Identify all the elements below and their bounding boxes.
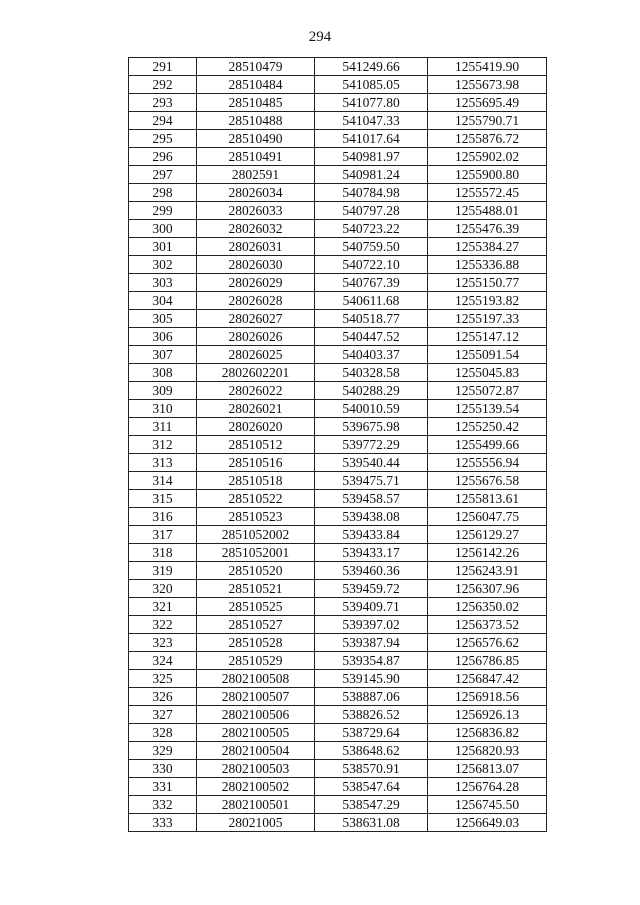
x-coordinate-cell: 539438.08 [315, 508, 428, 526]
x-coordinate-cell: 539433.84 [315, 526, 428, 544]
x-coordinate-cell: 540403.37 [315, 346, 428, 364]
point-id-cell: 2802100502 [197, 778, 315, 796]
row-index-cell: 314 [129, 472, 197, 490]
point-id-cell: 28026026 [197, 328, 315, 346]
x-coordinate-cell: 538547.29 [315, 796, 428, 814]
point-id-cell: 28026034 [197, 184, 315, 202]
x-coordinate-cell: 538826.52 [315, 706, 428, 724]
row-index-cell: 330 [129, 760, 197, 778]
point-id-cell: 2802602201 [197, 364, 315, 382]
table-row [129, 310, 547, 328]
row-index-cell: 329 [129, 742, 197, 760]
row-index-cell: 301 [129, 238, 197, 256]
y-coordinate-cell: 1256350.02 [428, 598, 547, 616]
row-index-cell: 319 [129, 562, 197, 580]
y-coordinate-cell: 1255419.90 [428, 58, 547, 76]
y-coordinate-cell: 1255790.71 [428, 112, 547, 130]
x-coordinate-cell: 539458.57 [315, 490, 428, 508]
x-coordinate-cell: 540784.98 [315, 184, 428, 202]
point-id-cell: 28510485 [197, 94, 315, 112]
y-coordinate-cell: 1255197.33 [428, 310, 547, 328]
y-coordinate-cell: 1255572.45 [428, 184, 547, 202]
point-id-cell: 28510516 [197, 454, 315, 472]
row-index-cell: 295 [129, 130, 197, 148]
x-coordinate-cell: 538887.06 [315, 688, 428, 706]
y-coordinate-cell: 1256307.96 [428, 580, 547, 598]
table-row [129, 724, 547, 742]
y-coordinate-cell: 1256373.52 [428, 616, 547, 634]
y-coordinate-cell: 1255091.54 [428, 346, 547, 364]
table-row [129, 652, 547, 670]
row-index-cell: 312 [129, 436, 197, 454]
point-id-cell: 28510522 [197, 490, 315, 508]
table-row [129, 256, 547, 274]
y-coordinate-cell: 1256243.91 [428, 562, 547, 580]
row-index-cell: 303 [129, 274, 197, 292]
point-id-cell: 28021005 [197, 814, 315, 832]
x-coordinate-cell: 540722.10 [315, 256, 428, 274]
y-coordinate-cell: 1256813.07 [428, 760, 547, 778]
y-coordinate-cell: 1255488.01 [428, 202, 547, 220]
table-row [129, 670, 547, 688]
table-row [129, 238, 547, 256]
point-id-cell: 28026020 [197, 418, 315, 436]
row-index-cell: 304 [129, 292, 197, 310]
coordinates-table [128, 57, 547, 832]
x-coordinate-cell: 538631.08 [315, 814, 428, 832]
table-row [129, 274, 547, 292]
x-coordinate-cell: 540611.68 [315, 292, 428, 310]
y-coordinate-cell: 1256918.56 [428, 688, 547, 706]
table-row [129, 454, 547, 472]
table-row [129, 634, 547, 652]
table-row [129, 688, 547, 706]
y-coordinate-cell: 1256926.13 [428, 706, 547, 724]
x-coordinate-cell: 539397.02 [315, 616, 428, 634]
row-index-cell: 321 [129, 598, 197, 616]
x-coordinate-cell: 541249.66 [315, 58, 428, 76]
table-row [129, 778, 547, 796]
x-coordinate-cell: 539460.36 [315, 562, 428, 580]
x-coordinate-cell: 540981.97 [315, 148, 428, 166]
table-row [129, 706, 547, 724]
x-coordinate-cell: 541017.64 [315, 130, 428, 148]
row-index-cell: 302 [129, 256, 197, 274]
y-coordinate-cell: 1256764.28 [428, 778, 547, 796]
table-row [129, 616, 547, 634]
row-index-cell: 315 [129, 490, 197, 508]
table-row [129, 382, 547, 400]
page-number: 294 [308, 29, 332, 45]
x-coordinate-cell: 538547.64 [315, 778, 428, 796]
table-row [129, 472, 547, 490]
x-coordinate-cell: 539354.87 [315, 652, 428, 670]
point-id-cell: 28510523 [197, 508, 315, 526]
y-coordinate-cell: 1255072.87 [428, 382, 547, 400]
point-id-cell: 28510518 [197, 472, 315, 490]
y-coordinate-cell: 1255250.42 [428, 418, 547, 436]
row-index-cell: 323 [129, 634, 197, 652]
x-coordinate-cell: 540797.28 [315, 202, 428, 220]
x-coordinate-cell: 540723.22 [315, 220, 428, 238]
point-id-cell: 2802100501 [197, 796, 315, 814]
row-index-cell: 309 [129, 382, 197, 400]
x-coordinate-cell: 538570.91 [315, 760, 428, 778]
table-row [129, 400, 547, 418]
y-coordinate-cell: 1256649.03 [428, 814, 547, 832]
table-row [129, 526, 547, 544]
row-index-cell: 322 [129, 616, 197, 634]
point-id-cell: 28026030 [197, 256, 315, 274]
table-row [129, 544, 547, 562]
row-index-cell: 307 [129, 346, 197, 364]
table-row [129, 814, 547, 832]
y-coordinate-cell: 1256576.62 [428, 634, 547, 652]
coordinates-table-body [129, 58, 547, 832]
x-coordinate-cell: 540767.39 [315, 274, 428, 292]
row-index-cell: 333 [129, 814, 197, 832]
row-index-cell: 331 [129, 778, 197, 796]
point-id-cell: 2802100505 [197, 724, 315, 742]
y-coordinate-cell: 1255476.39 [428, 220, 547, 238]
x-coordinate-cell: 540759.50 [315, 238, 428, 256]
point-id-cell: 2802100506 [197, 706, 315, 724]
x-coordinate-cell: 539387.94 [315, 634, 428, 652]
point-id-cell: 2851052001 [197, 544, 315, 562]
row-index-cell: 291 [129, 58, 197, 76]
row-index-cell: 311 [129, 418, 197, 436]
x-coordinate-cell: 540328.58 [315, 364, 428, 382]
row-index-cell: 299 [129, 202, 197, 220]
y-coordinate-cell: 1255336.88 [428, 256, 547, 274]
y-coordinate-cell: 1255813.61 [428, 490, 547, 508]
row-index-cell: 298 [129, 184, 197, 202]
y-coordinate-cell: 1255695.49 [428, 94, 547, 112]
x-coordinate-cell: 539409.71 [315, 598, 428, 616]
row-index-cell: 294 [129, 112, 197, 130]
row-index-cell: 332 [129, 796, 197, 814]
table-row [129, 562, 547, 580]
point-id-cell: 28510521 [197, 580, 315, 598]
point-id-cell: 28026021 [197, 400, 315, 418]
x-coordinate-cell: 540518.77 [315, 310, 428, 328]
y-coordinate-cell: 1256836.82 [428, 724, 547, 742]
row-index-cell: 296 [129, 148, 197, 166]
x-coordinate-cell: 539145.90 [315, 670, 428, 688]
x-coordinate-cell: 541085.05 [315, 76, 428, 94]
point-id-cell: 28510525 [197, 598, 315, 616]
point-id-cell: 2802100507 [197, 688, 315, 706]
point-id-cell: 2851052002 [197, 526, 315, 544]
y-coordinate-cell: 1256820.93 [428, 742, 547, 760]
point-id-cell: 28510484 [197, 76, 315, 94]
y-coordinate-cell: 1255902.02 [428, 148, 547, 166]
table-row [129, 184, 547, 202]
x-coordinate-cell: 540288.29 [315, 382, 428, 400]
row-index-cell: 320 [129, 580, 197, 598]
row-index-cell: 305 [129, 310, 197, 328]
x-coordinate-cell: 541047.33 [315, 112, 428, 130]
point-id-cell: 28026032 [197, 220, 315, 238]
y-coordinate-cell: 1255150.77 [428, 274, 547, 292]
row-index-cell: 292 [129, 76, 197, 94]
x-coordinate-cell: 539675.98 [315, 418, 428, 436]
row-index-cell: 300 [129, 220, 197, 238]
y-coordinate-cell: 1255876.72 [428, 130, 547, 148]
table-row [129, 220, 547, 238]
y-coordinate-cell: 1255139.54 [428, 400, 547, 418]
y-coordinate-cell: 1255499.66 [428, 436, 547, 454]
y-coordinate-cell: 1256129.27 [428, 526, 547, 544]
y-coordinate-cell: 1255900.80 [428, 166, 547, 184]
x-coordinate-cell: 541077.80 [315, 94, 428, 112]
table-row [129, 328, 547, 346]
point-id-cell: 2802100503 [197, 760, 315, 778]
x-coordinate-cell: 539540.44 [315, 454, 428, 472]
table-row [129, 166, 547, 184]
table-row [129, 418, 547, 436]
point-id-cell: 2802100504 [197, 742, 315, 760]
table-row [129, 436, 547, 454]
row-index-cell: 297 [129, 166, 197, 184]
row-index-cell: 325 [129, 670, 197, 688]
table-row [129, 292, 547, 310]
row-index-cell: 328 [129, 724, 197, 742]
point-id-cell: 28510520 [197, 562, 315, 580]
point-id-cell: 28026033 [197, 202, 315, 220]
y-coordinate-cell: 1256142.26 [428, 544, 547, 562]
point-id-cell: 28510490 [197, 130, 315, 148]
y-coordinate-cell: 1256745.50 [428, 796, 547, 814]
table-row [129, 346, 547, 364]
point-id-cell: 28026022 [197, 382, 315, 400]
x-coordinate-cell: 540447.52 [315, 328, 428, 346]
point-id-cell: 28510527 [197, 616, 315, 634]
row-index-cell: 308 [129, 364, 197, 382]
table-row [129, 58, 547, 76]
row-index-cell: 318 [129, 544, 197, 562]
x-coordinate-cell: 539433.17 [315, 544, 428, 562]
table-row [129, 760, 547, 778]
point-id-cell: 28026031 [197, 238, 315, 256]
table-row [129, 508, 547, 526]
row-index-cell: 306 [129, 328, 197, 346]
x-coordinate-cell: 540010.59 [315, 400, 428, 418]
y-coordinate-cell: 1256047.75 [428, 508, 547, 526]
row-index-cell: 310 [129, 400, 197, 418]
table-row [129, 364, 547, 382]
row-index-cell: 324 [129, 652, 197, 670]
x-coordinate-cell: 539475.71 [315, 472, 428, 490]
y-coordinate-cell: 1255147.12 [428, 328, 547, 346]
point-id-cell: 28026029 [197, 274, 315, 292]
y-coordinate-cell: 1255045.83 [428, 364, 547, 382]
row-index-cell: 317 [129, 526, 197, 544]
point-id-cell: 28510479 [197, 58, 315, 76]
point-id-cell: 2802100508 [197, 670, 315, 688]
x-coordinate-cell: 538729.64 [315, 724, 428, 742]
table-row [129, 94, 547, 112]
point-id-cell: 28510488 [197, 112, 315, 130]
y-coordinate-cell: 1256847.42 [428, 670, 547, 688]
table-row [129, 112, 547, 130]
table-row [129, 742, 547, 760]
y-coordinate-cell: 1256786.85 [428, 652, 547, 670]
table-row [129, 490, 547, 508]
point-id-cell: 28510529 [197, 652, 315, 670]
point-id-cell: 28510528 [197, 634, 315, 652]
table-row [129, 148, 547, 166]
x-coordinate-cell: 540981.24 [315, 166, 428, 184]
point-id-cell: 28510512 [197, 436, 315, 454]
table-row [129, 130, 547, 148]
point-id-cell: 28026025 [197, 346, 315, 364]
table-row [129, 796, 547, 814]
table-row [129, 202, 547, 220]
row-index-cell: 313 [129, 454, 197, 472]
x-coordinate-cell: 539772.29 [315, 436, 428, 454]
y-coordinate-cell: 1255384.27 [428, 238, 547, 256]
table-row [129, 76, 547, 94]
y-coordinate-cell: 1255193.82 [428, 292, 547, 310]
x-coordinate-cell: 538648.62 [315, 742, 428, 760]
y-coordinate-cell: 1255673.98 [428, 76, 547, 94]
row-index-cell: 326 [129, 688, 197, 706]
y-coordinate-cell: 1255676.58 [428, 472, 547, 490]
point-id-cell: 28026027 [197, 310, 315, 328]
y-coordinate-cell: 1255556.94 [428, 454, 547, 472]
x-coordinate-cell: 539459.72 [315, 580, 428, 598]
point-id-cell: 28026028 [197, 292, 315, 310]
point-id-cell: 2802591 [197, 166, 315, 184]
point-id-cell: 28510491 [197, 148, 315, 166]
row-index-cell: 327 [129, 706, 197, 724]
row-index-cell: 293 [129, 94, 197, 112]
table-row [129, 580, 547, 598]
table-row [129, 598, 547, 616]
row-index-cell: 316 [129, 508, 197, 526]
